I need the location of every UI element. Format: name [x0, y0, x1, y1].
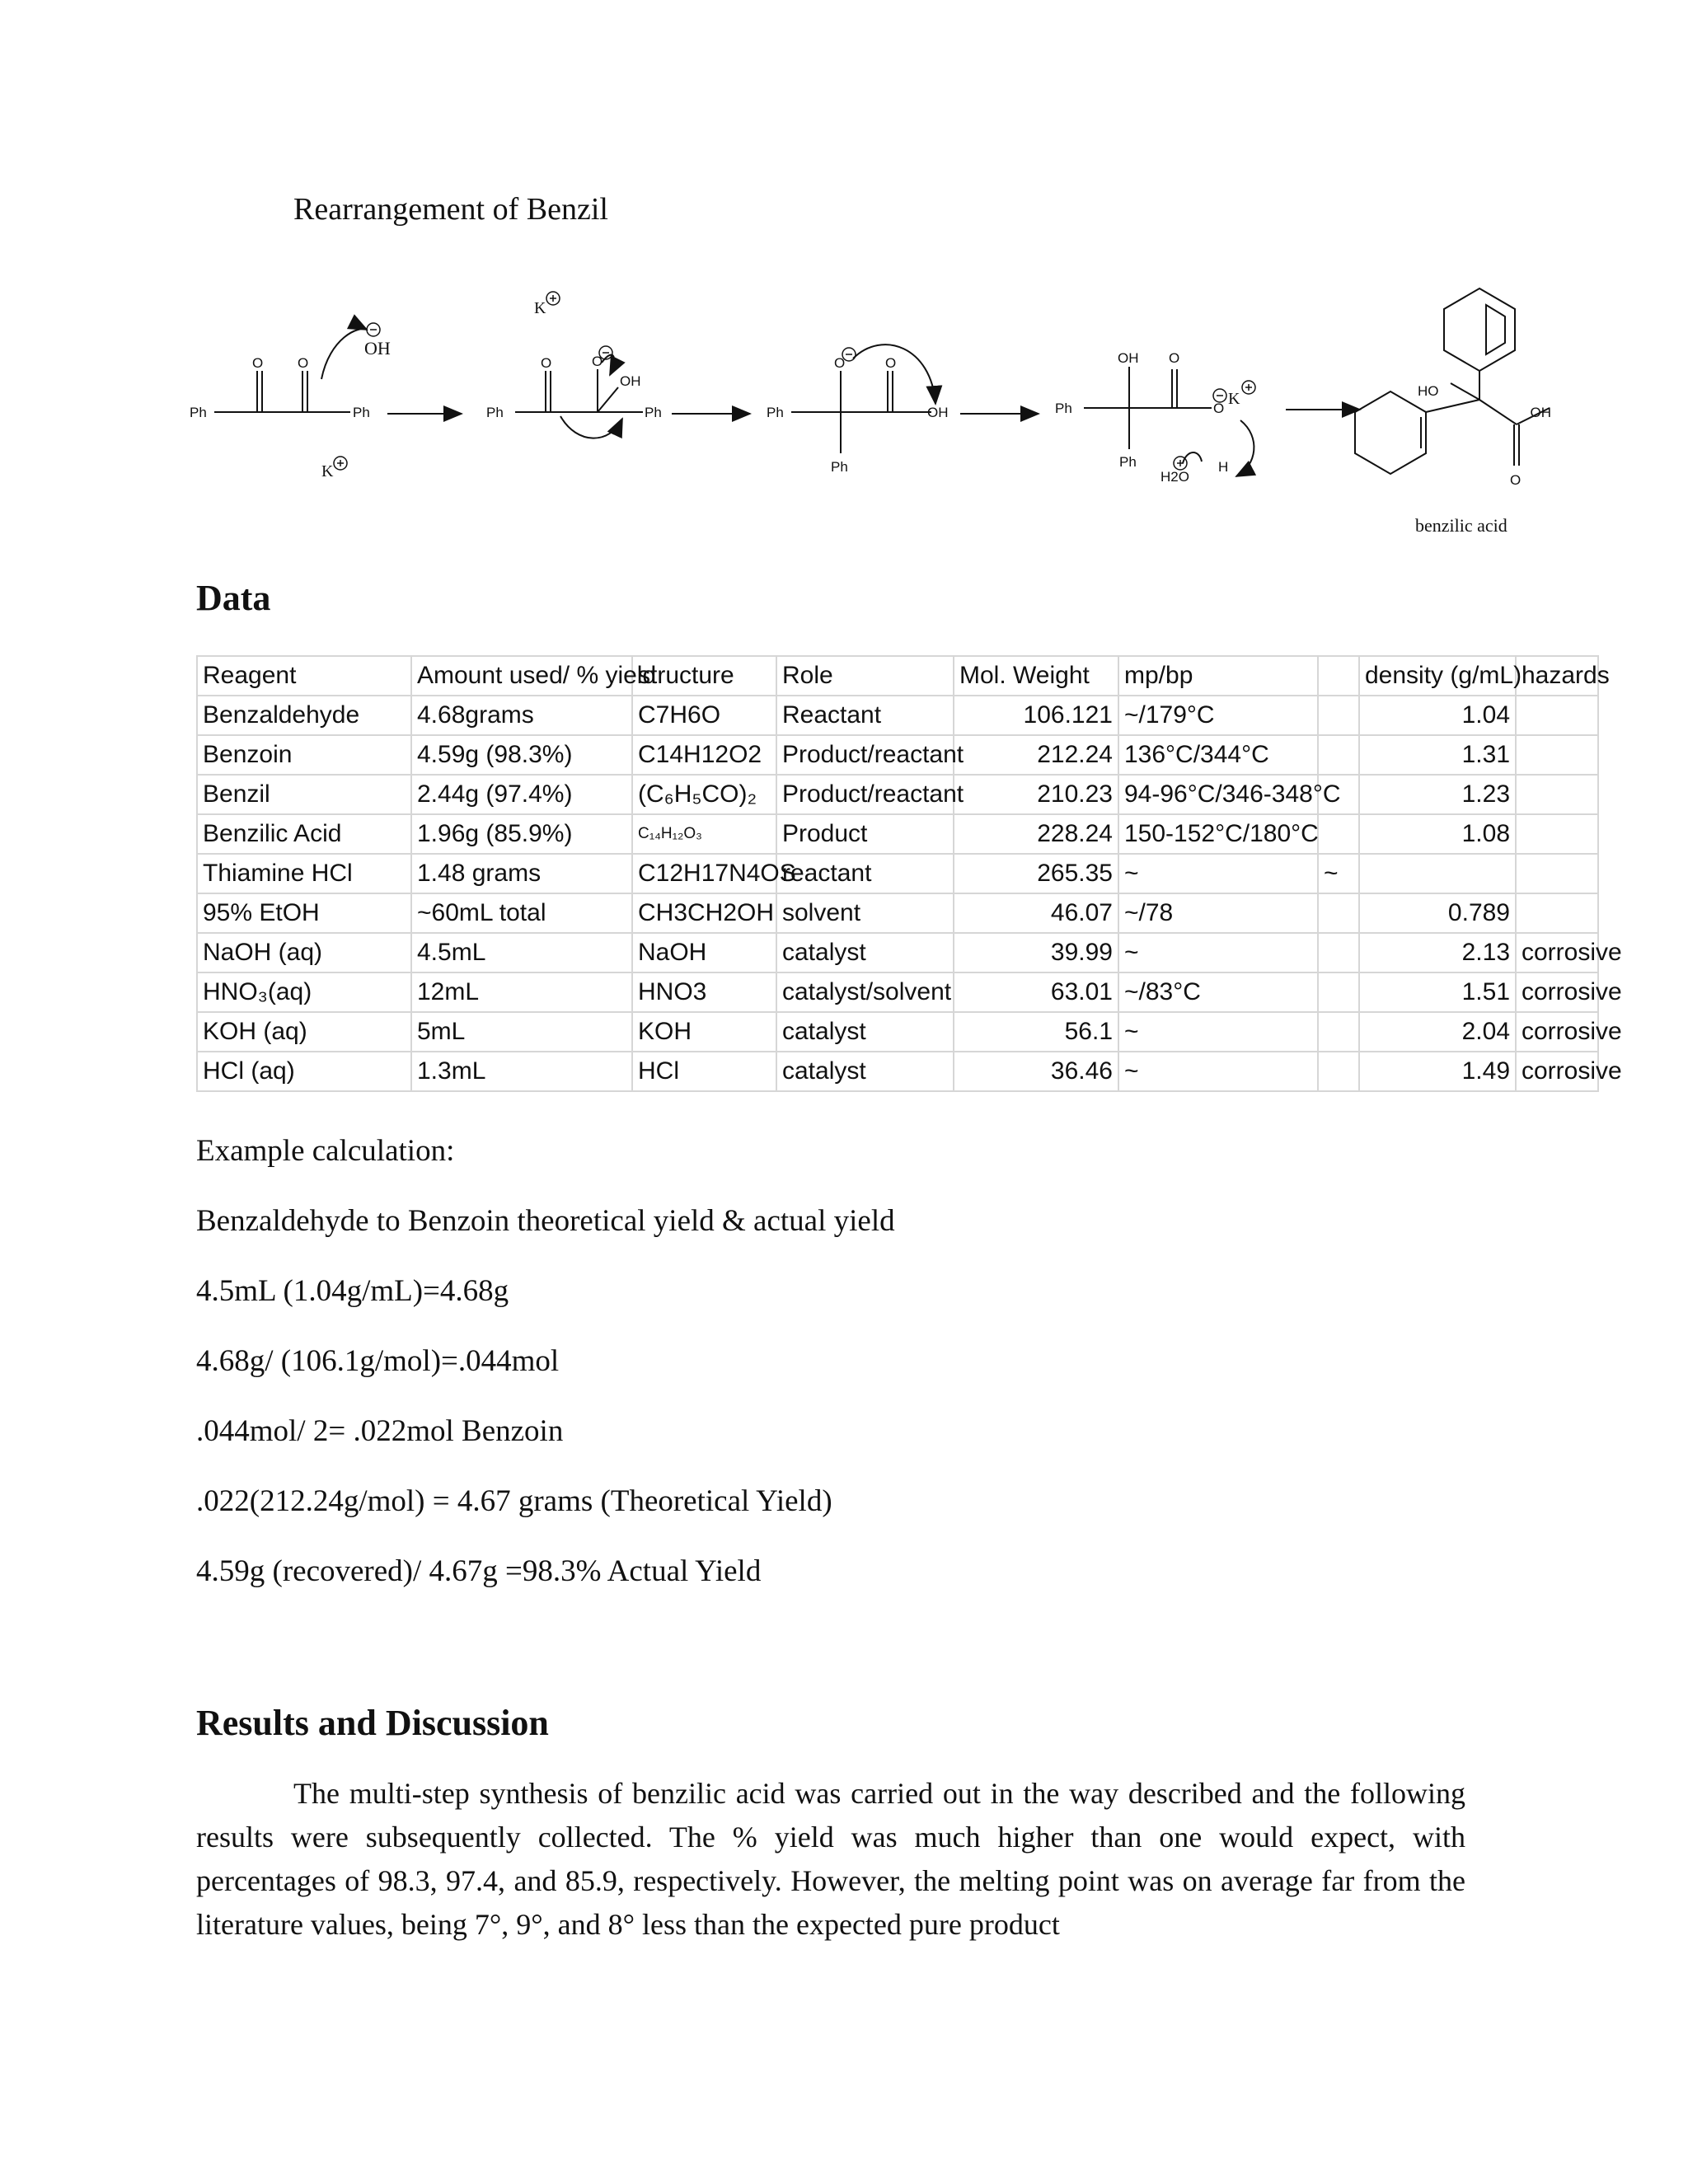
scheme-k: K [534, 299, 546, 317]
cell-role: catalyst/solvent [776, 972, 954, 1012]
calc-line: .044mol/ 2= .022mol Benzoin [196, 1414, 564, 1448]
cell-density: 1.49 [1359, 1052, 1516, 1091]
cell-mol-weight: 106.121 [954, 696, 1118, 735]
scheme-ph: Ph [767, 405, 784, 420]
cell-extra [1318, 696, 1359, 735]
scheme-ph: Ph [831, 459, 848, 475]
cell-structure: C₁₄H₁₂O₃ [632, 814, 776, 854]
table-row [197, 972, 1598, 1012]
header-hazards: hazards [1516, 656, 1598, 696]
table-row [197, 854, 1598, 893]
table-row [197, 893, 1598, 933]
cell-structure: C14H12O2 [632, 735, 776, 775]
cell-structure: C7H6O [632, 696, 776, 735]
cell-mol-weight: 36.46 [954, 1052, 1118, 1091]
cell-extra [1318, 972, 1359, 1012]
scheme-oh: OH [364, 338, 391, 359]
cell-reagent: Benzilic Acid [197, 814, 411, 854]
cell-density: 1.04 [1359, 696, 1516, 735]
cell-hazards [1516, 696, 1598, 735]
cell-density: 1.31 [1359, 735, 1516, 775]
cell-hazards: corrosive [1516, 1052, 1598, 1091]
cell-density: 0.789 [1359, 893, 1516, 933]
cell-structure: KOH [632, 1012, 776, 1052]
cell-amount: 2.44g (97.4%) [411, 775, 632, 814]
cell-hazards [1516, 814, 1598, 854]
scheme-o: O [834, 355, 846, 371]
cell-hazards [1516, 893, 1598, 933]
cell-reagent: Benzil [197, 775, 411, 814]
header-amount: Amount used/ % yield [411, 656, 632, 696]
table-row [197, 775, 1598, 814]
reaction-scheme [190, 280, 1550, 552]
calc-line: Benzaldehyde to Benzoin theoretical yield & actual yield [196, 1204, 895, 1238]
cell-density: 1.08 [1359, 814, 1516, 854]
page-title: Rearrangement of Benzil [293, 192, 608, 227]
cell-density: 2.04 [1359, 1012, 1516, 1052]
results-paragraph: The multi-step synthesis of benzilic acid was carried out in the way described and the following results were subsequently collected. The % yield was much higher than one would expect, with percentages of 98.3, 97.4, and 85.9, respectively. However, the melting point was on average far from the literature values, being 7°, 9°, and 8° less than the expected pure product [196, 1777, 1465, 1941]
cell-role: reactant [776, 854, 954, 893]
scheme-ph: Ph [353, 405, 370, 420]
data-heading: Data [196, 578, 271, 618]
cell-mol-weight: 228.24 [954, 814, 1118, 854]
cell-mp-bp: ~/179°C [1118, 696, 1318, 735]
cell-amount: 12mL [411, 972, 632, 1012]
scheme-oh: OH [620, 373, 641, 389]
table-row [197, 1012, 1598, 1052]
cell-amount: 4.68grams [411, 696, 632, 735]
header-structure: structure [632, 656, 776, 696]
scheme-k: K [1228, 390, 1240, 408]
cell-amount: 4.5mL [411, 933, 632, 972]
cell-mol-weight: 39.99 [954, 933, 1118, 972]
cell-hazards: corrosive [1516, 1012, 1598, 1052]
cell-extra [1318, 735, 1359, 775]
scheme-ph: Ph [1119, 454, 1137, 470]
cell-role: Product/reactant [776, 775, 954, 814]
scheme-oh: OH [927, 405, 949, 420]
cell-hazards [1516, 735, 1598, 775]
table-header-row [197, 656, 1598, 696]
cell-density: 1.51 [1359, 972, 1516, 1012]
cell-mp-bp: 136°C/344°C [1118, 735, 1318, 775]
header-density: density (g/mL) [1359, 656, 1516, 696]
cell-hazards [1516, 775, 1598, 814]
results-heading: Results and Discussion [196, 1703, 549, 1743]
cell-role: Product/reactant [776, 735, 954, 775]
cell-density [1359, 854, 1516, 893]
cell-mol-weight: 56.1 [954, 1012, 1118, 1052]
scheme-ph: Ph [1055, 401, 1072, 416]
scheme-o: O [1510, 472, 1522, 488]
cell-reagent: Benzaldehyde [197, 696, 411, 735]
cell-structure: CH3CH2OH [632, 893, 776, 933]
cell-role: solvent [776, 893, 954, 933]
header-role: Role [776, 656, 954, 696]
header-mol-weight: Mol. Weight [954, 656, 1118, 696]
scheme-o: O [1169, 350, 1180, 366]
header-extra [1318, 656, 1359, 696]
cell-mol-weight: 63.01 [954, 972, 1118, 1012]
cell-role: Reactant [776, 696, 954, 735]
cell-mp-bp: ~/83°C [1118, 972, 1318, 1012]
cell-extra: ~ [1318, 854, 1359, 893]
cell-extra [1318, 1012, 1359, 1052]
cell-mp-bp: ~ [1118, 933, 1318, 972]
cell-reagent: Benzoin [197, 735, 411, 775]
scheme-h2o: H2O [1160, 469, 1189, 485]
cell-mp-bp: ~/78 [1118, 893, 1318, 933]
cell-hazards [1516, 854, 1598, 893]
scheme-h: H [1218, 459, 1229, 475]
cell-hazards: corrosive [1516, 972, 1598, 1012]
cell-reagent: NaOH (aq) [197, 933, 411, 972]
cell-mp-bp: ~ [1118, 1052, 1318, 1091]
cell-mp-bp: 94-96°C/346-348°C [1118, 775, 1318, 814]
cell-extra [1318, 814, 1359, 854]
product-name: benzilic acid [1415, 515, 1507, 536]
cell-role: catalyst [776, 1052, 954, 1091]
table-row [197, 814, 1598, 854]
calc-heading: Example calculation: [196, 1134, 455, 1168]
cell-mp-bp: 150-152°C/180°C [1118, 814, 1318, 854]
calc-line: 4.5mL (1.04g/mL)=4.68g [196, 1274, 509, 1308]
cell-structure: C12H17N4OS [632, 854, 776, 893]
cell-mp-bp: ~ [1118, 854, 1318, 893]
cell-extra [1318, 933, 1359, 972]
cell-amount: 4.59g (98.3%) [411, 735, 632, 775]
cell-reagent: HCl (aq) [197, 1052, 411, 1091]
calc-line: 4.68g/ (106.1g/mol)=.044mol [196, 1344, 560, 1378]
cell-reagent: 95% EtOH [197, 893, 411, 933]
cell-structure: NaOH [632, 933, 776, 972]
cell-amount: 5mL [411, 1012, 632, 1052]
cell-role: catalyst [776, 1012, 954, 1052]
cell-hazards: corrosive [1516, 933, 1598, 972]
cell-extra [1318, 893, 1359, 933]
cell-reagent: KOH (aq) [197, 1012, 411, 1052]
table-row [197, 696, 1598, 735]
cell-amount: 1.3mL [411, 1052, 632, 1091]
cell-extra [1318, 1052, 1359, 1091]
table-row [197, 735, 1598, 775]
scheme-ph: Ph [190, 405, 207, 420]
cell-amount: 1.96g (85.9%) [411, 814, 632, 854]
scheme-ho: HO [1418, 383, 1439, 399]
scheme-o: O [252, 355, 264, 371]
cell-structure: HCl [632, 1052, 776, 1091]
cell-mol-weight: 212.24 [954, 735, 1118, 775]
cell-reagent: HNO₃(aq) [197, 972, 411, 1012]
header-mp-bp: mp/bp [1118, 656, 1318, 696]
scheme-oh: OH [1530, 405, 1551, 420]
cell-density: 2.13 [1359, 933, 1516, 972]
cell-mol-weight: 210.23 [954, 775, 1118, 814]
header-reagent: Reagent [197, 656, 411, 696]
cell-structure: (C₆H₅CO)₂ [632, 775, 776, 814]
scheme-o: O [592, 354, 603, 369]
cell-mp-bp: ~ [1118, 1012, 1318, 1052]
scheme-ph: Ph [645, 405, 662, 420]
cell-amount: 1.48 grams [411, 854, 632, 893]
calc-line: 4.59g (recovered)/ 4.67g =98.3% Actual Yield [196, 1554, 762, 1588]
cell-density: 1.23 [1359, 775, 1516, 814]
table-row [197, 1052, 1598, 1091]
scheme-k: K [321, 462, 334, 480]
scheme-o: O [1213, 401, 1225, 416]
reagent-table [196, 655, 1622, 1092]
scheme-o: O [541, 355, 552, 371]
table-row [197, 933, 1598, 972]
scheme-o: O [885, 355, 897, 371]
cell-mol-weight: 265.35 [954, 854, 1118, 893]
cell-structure: HNO3 [632, 972, 776, 1012]
cell-mol-weight: 46.07 [954, 893, 1118, 933]
cell-amount: ~60mL total [411, 893, 632, 933]
cell-role: catalyst [776, 933, 954, 972]
cell-reagent: Thiamine HCl [197, 854, 411, 893]
scheme-oh: OH [1118, 350, 1139, 366]
cell-role: Product [776, 814, 954, 854]
calc-line: .022(212.24g/mol) = 4.67 grams (Theoretical Yield) [196, 1484, 832, 1518]
scheme-o: O [298, 355, 309, 371]
scheme-ph: Ph [486, 405, 504, 420]
